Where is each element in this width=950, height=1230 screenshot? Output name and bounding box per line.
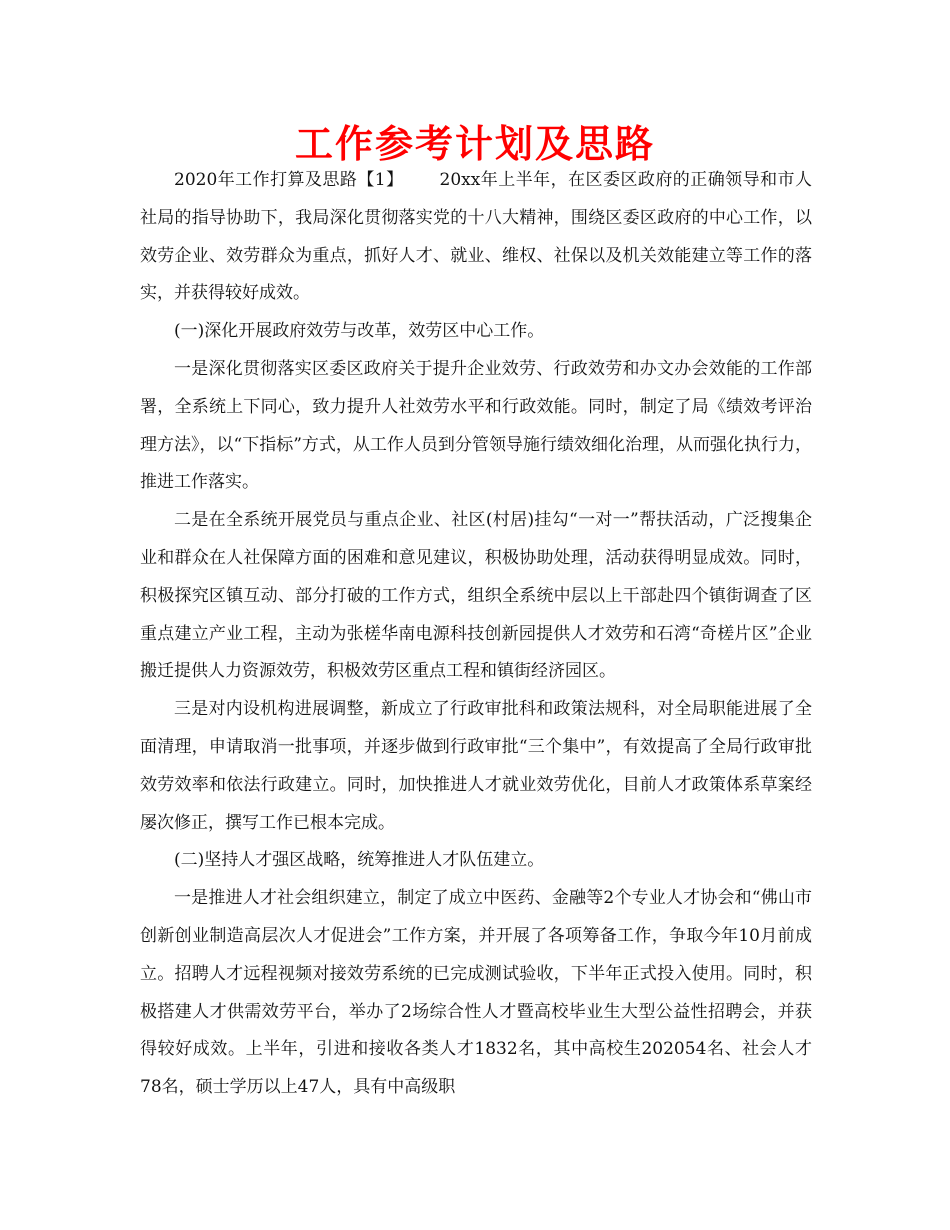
paragraph: 一是深化贯彻落实区委区政府关于提升企业效劳、行政效劳和办文办会效能的工作部署，全系统上下同心，致力提升人社效劳水平和行政效能。同时，制定了局《绩效考评治理方法》，以“下指标”方式，从工作人员到分管领导施行绩效细化治理，从而强化执行力，推进工作落实。	[140, 358, 812, 493]
paragraph: 三是对内设机构进展调整，新成立了行政审批科和政策法规科，对全局职能进展了全面清理，申请取消一批事项，并逐步做到行政审批“三个集中”，有效提高了全局行政审批效劳效率和依法行政建立。同时，加快推进人才就业效劳优化，目前人才政策体系草案经屡次修正，撰写工作已根本完成。	[140, 699, 812, 833]
intro-label: 2020年工作打算及思路【1】	[174, 170, 404, 190]
paragraph-intro	[140, 162, 812, 313]
paragraph: 二是在全系统开展党员与重点企业、社区(村居)挂勾“一对一”帮扶活动，广泛搜集企业和群众在人社保障方面的困难和意见建议，积极协助处理，活动获得明显成效。同时，积极探究区镇互动、部分打破的工作方式，组织全系统中层以上干部赴四个镇街调查了区重点建立产业工程，主动为张槎华南电源科技创新园提供人才效劳和石湾“奇槎片区”企业搬迁提供人力资源效劳，积极效劳区重点工程和镇街经济园区。	[140, 510, 812, 682]
paragraph: 一是推进人才社会组织建立，制定了成立中医药、金融等2个专业人才协会和“佛山市创新创业制造高层次人才促进会”工作方案，并开展了各项筹备工作，争取今年10月前成立。招聘人才远程视频对接效劳系统的已完成测试验收，下半年正式投入使用。同时，积极搭建人才供需效劳平台，举办了2场综合性人才暨高校毕业生大型公益性招聘会，并获得较好成效。上半年，引进和接收各类人才1832名，其中高校生202054名、社会人才78名，硕士学历以上47人，具有中高级职	[140, 888, 812, 1098]
section-heading-1: (一)深化开展政府效劳与改革，效劳区中心工作。	[174, 321, 545, 342]
paragraph-text: 20xx年上半年，在区委区政府的正确领导和市人社局的指导协助下，我局深化贯彻落实党的十八大精神，围绕区委区政府的中心工作，以效劳企业、效劳群众为重点，抓好人才、就业、维权、社保以及机关效能建立等工作的落实，并获得较好成效。	[140, 170, 812, 304]
section-heading-2: (二)坚持人才强区战略，统筹推进人才队伍建立。	[174, 850, 545, 871]
document-body	[140, 162, 812, 1107]
document-title: 工作参考计划及思路	[294, 122, 655, 166]
